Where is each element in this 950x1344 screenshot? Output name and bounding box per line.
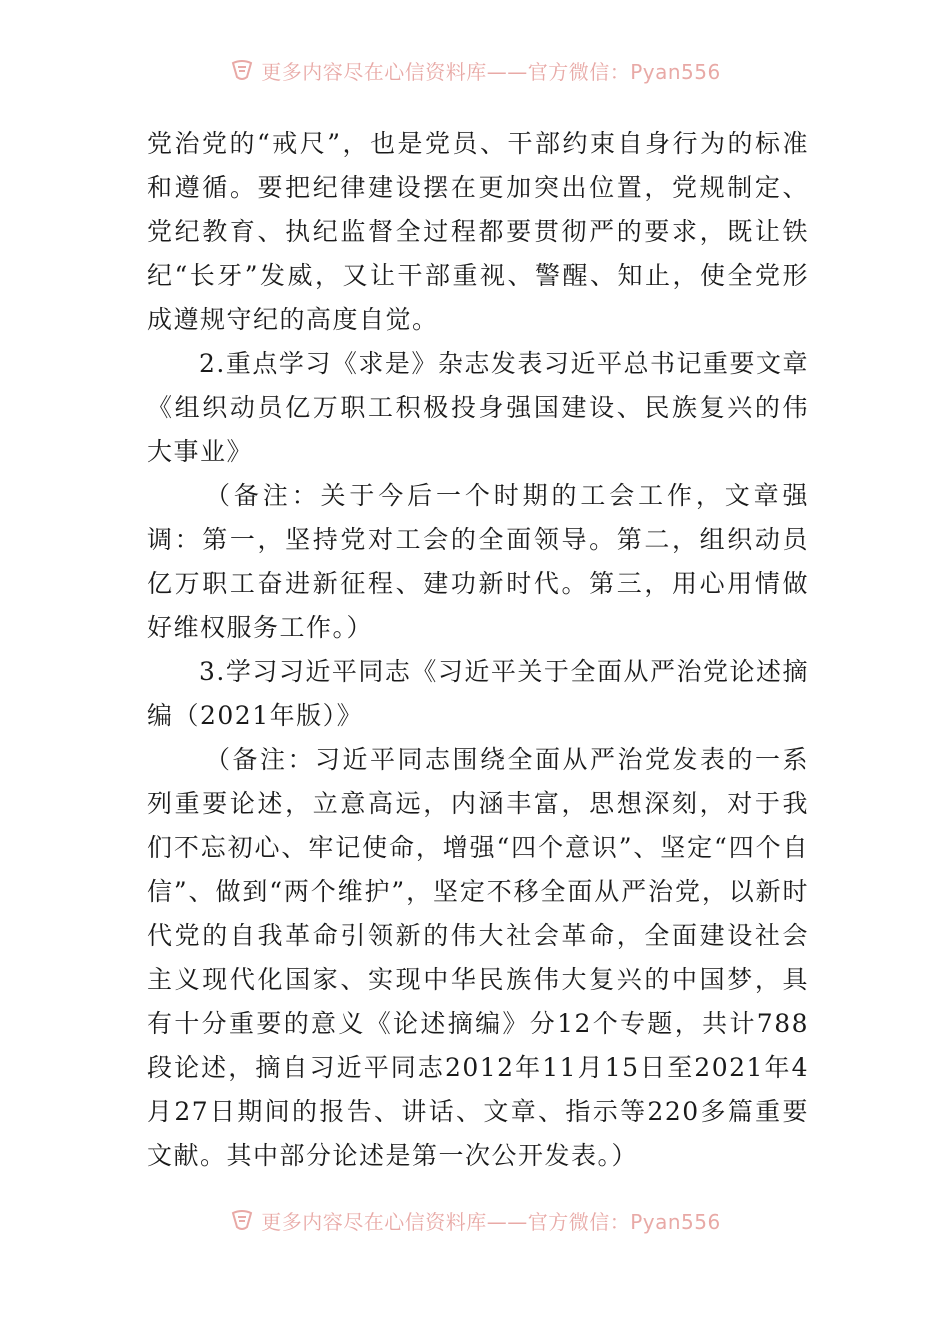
watermark-logo-icon: [229, 57, 255, 83]
paragraph-item-2: 2.重点学习《求是》杂志发表习近平总书记重要文章《组织动员亿万职工积极投身强国建设、民族复兴的伟大事业》: [147, 349, 809, 466]
header-watermark: [0, 50, 950, 90]
watermark-logo-icon: [229, 1207, 255, 1233]
watermark-text: 更多内容尽在心信资料库——官方微信：Pyan556: [261, 1209, 721, 1234]
watermark-text: 更多内容尽在心信资料库——官方微信：Pyan556: [261, 59, 721, 84]
footer-watermark: [0, 1200, 950, 1240]
document-body: [147, 122, 809, 1178]
paragraph-discipline: 党治党的“戒尺”，也是党员、干部约束自身行为的标准和遵循。要把纪律建设摆在更加突出位置，党规制定、党纪教育、执纪监督全过程都要贯彻严的要求，既让铁纪“长牙”发威，又让干部重视、警醒、知止，使全党形成遵规守纪的高度自觉。: [147, 129, 809, 334]
paragraph-note-2: （备注：关于今后一个时期的工会工作，文章强调：第一，坚持党对工会的全面领导。第二，组织动员亿万职工奋进新征程、建功新时代。第三，用心用情做好维权服务工作。）: [147, 481, 809, 642]
paragraph-item-3: 3.学习习近平同志《习近平关于全面从严治党论述摘编（2021年版）》: [147, 657, 809, 730]
paragraph-note-3: （备注：习近平同志围绕全面从严治党发表的一系列重要论述，立意高远，内涵丰富，思想深刻，对于我们不忘初心、牢记使命，增强“四个意识”、坚定“四个自信”、做到“两个维护”，坚定不移全面从严治党，以新时代党的自我革命引领新的伟大社会革命，全面建设社会主义现代化国家、实现中华民族伟大复兴的中国梦，具有十分重要的意义《论述摘编》分12个专题，共计788段论述，摘自习近平同志2012年11月15日至2021年4月27日期间的报告、讲话、文章、指示等220多篇重要文献。其中部分论述是第一次公开发表。）: [147, 745, 809, 1170]
